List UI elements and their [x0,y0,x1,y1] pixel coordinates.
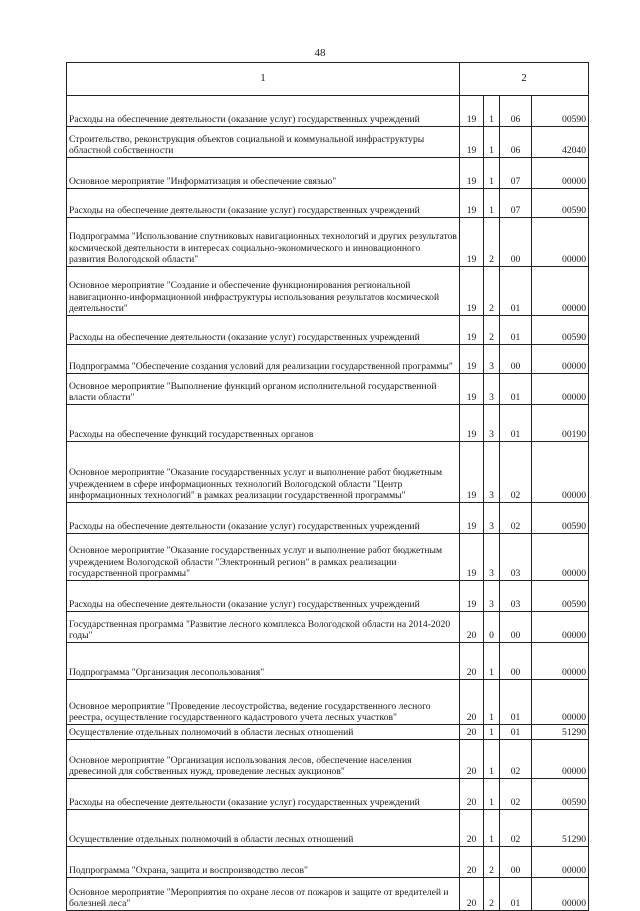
code-subprogram: 1 [484,680,500,725]
row-description: Строительство, реконструкция объектов социальной и коммунальной инфраструктуры областной собственности [67,127,460,158]
row-description: Расходы на обеспечение деятельности (оказание услуг) государственных учреждений [67,316,460,345]
row-description: Подпрограмма "Обеспечение создания условий для реализации государственной программы" [67,345,460,374]
row-description: Подпрограмма "Использование спутниковых навигационных технологий и других результатов космической деятельности в интересах социально-экономического и инновационного развития Вологодской области" [67,218,460,267]
table-row [67,503,589,534]
code-measure: 01 [500,267,532,316]
code-subprogram: 3 [484,581,500,612]
page-number: 48 [314,47,326,59]
table-row [67,779,589,810]
table-row [67,189,589,218]
code-program: 19 [460,267,484,316]
code-measure: 07 [500,189,532,218]
code-subprogram: 1 [484,189,500,218]
code-direction: 00000 [532,267,589,316]
code-direction: 00590 [532,581,589,612]
code-direction: 00590 [532,189,589,218]
code-program: 20 [460,740,484,779]
code-direction: 00000 [532,534,589,581]
row-description: Осуществление отдельных полномочий в области лесных отношений [67,725,460,740]
code-program: 19 [460,374,484,405]
code-direction: 00000 [532,643,589,680]
table-row [67,847,589,878]
row-description: Расходы на обеспечение деятельности (оказание услуг) государственных учреждений [67,581,460,612]
code-subprogram: 1 [484,725,500,740]
code-direction: 00000 [532,847,589,878]
code-measure: 01 [500,316,532,345]
code-measure: 00 [500,345,532,374]
code-direction: 00000 [532,680,589,725]
table-row [67,680,589,725]
code-direction: 00590 [532,316,589,345]
code-program: 19 [460,316,484,345]
code-measure: 00 [500,218,532,267]
table-row [67,878,589,911]
table-row [67,345,589,374]
table-row [67,316,589,345]
code-direction: 00000 [532,374,589,405]
table-row [67,96,589,127]
code-subprogram: 1 [484,158,500,189]
code-direction: 00000 [532,442,589,503]
code-direction: 00000 [532,218,589,267]
code-program: 19 [460,96,484,127]
column-header-description: 1 [67,63,460,96]
row-description: Расходы на обеспечение деятельности (оказание услуг) государственных учреждений [67,503,460,534]
table-row [67,581,589,612]
code-measure: 01 [500,725,532,740]
table-row [67,810,589,847]
row-description: Расходы на обеспечение деятельности (оказание услуг) государственных учреждений [67,96,460,127]
code-program: 19 [460,189,484,218]
table-row [67,127,589,158]
table-row [67,725,589,740]
code-measure: 02 [500,503,532,534]
code-program: 20 [460,643,484,680]
code-program: 19 [460,581,484,612]
table-row [67,534,589,581]
code-program: 20 [460,878,484,911]
code-measure: 00 [500,612,532,643]
row-description: Расходы на обеспечение деятельности (оказание услуг) государственных учреждений [67,779,460,810]
row-description: Основное мероприятие "Оказание государственных услуг и выполнение работ бюджетным учреждением в сфере информационных технологий Вологодской области "Центр информационных технологий" в рамках реализации государственной программы" [67,442,460,503]
code-direction: 00000 [532,878,589,911]
code-subprogram: 2 [484,316,500,345]
code-subprogram: 1 [484,740,500,779]
table-row [67,740,589,779]
code-direction: 00590 [532,779,589,810]
table-row [67,374,589,405]
code-measure: 06 [500,96,532,127]
code-subprogram: 2 [484,878,500,911]
code-program: 19 [460,158,484,189]
code-subprogram: 3 [484,345,500,374]
code-program: 20 [460,847,484,878]
code-program: 19 [460,218,484,267]
row-description: Основное мероприятие "Проведение лесоустройства, ведение государственного лесного реестра, осуществление государственного кадастрового учета лесных участков" [67,680,460,725]
code-direction: 00190 [532,405,589,442]
table-row [67,267,589,316]
code-program: 20 [460,810,484,847]
code-program: 20 [460,612,484,643]
table-header-row [67,63,589,96]
row-description: Основное мероприятие "Выполнение функций органом исполнительной государственной власти области" [67,374,460,405]
code-measure: 01 [500,878,532,911]
code-measure: 06 [500,127,532,158]
code-direction: 00000 [532,345,589,374]
code-program: 20 [460,680,484,725]
row-description: Подпрограмма "Организация лесопользования" [67,643,460,680]
code-measure: 02 [500,740,532,779]
code-program: 20 [460,725,484,740]
row-description: Расходы на обеспечение функций государственных органов [67,405,460,442]
code-measure: 03 [500,534,532,581]
row-description: Основное мероприятие "Информатизация и обеспечение связью" [67,158,460,189]
code-direction: 42040 [532,127,589,158]
code-subprogram: 2 [484,847,500,878]
code-program: 20 [460,779,484,810]
code-measure: 07 [500,158,532,189]
code-subprogram: 1 [484,810,500,847]
code-program: 19 [460,127,484,158]
code-subprogram: 0 [484,612,500,643]
code-subprogram: 1 [484,127,500,158]
row-description: Подпрограмма "Охрана, защита и воспроизводство лесов" [67,847,460,878]
code-program: 19 [460,442,484,503]
code-measure: 00 [500,847,532,878]
table-row [67,405,589,442]
table-row [67,218,589,267]
code-program: 19 [460,405,484,442]
table-row [67,158,589,189]
code-measure: 01 [500,374,532,405]
code-measure: 02 [500,810,532,847]
code-subprogram: 3 [484,405,500,442]
code-measure: 00 [500,643,532,680]
code-subprogram: 2 [484,267,500,316]
table-row [67,612,589,643]
code-measure: 01 [500,405,532,442]
code-direction: 00000 [532,612,589,643]
code-subprogram: 1 [484,643,500,680]
code-measure: 02 [500,442,532,503]
code-subprogram: 3 [484,442,500,503]
code-subprogram: 3 [484,534,500,581]
code-subprogram: 1 [484,96,500,127]
code-direction: 51290 [532,810,589,847]
code-measure: 02 [500,779,532,810]
code-subprogram: 1 [484,779,500,810]
code-measure: 03 [500,581,532,612]
row-description: Основное мероприятие "Оказание государственных услуг и выполнение работ бюджетным учреждением Вологодской области "Электронный регион" в рамках реализации государственной программы" [67,534,460,581]
code-program: 19 [460,534,484,581]
code-subprogram: 2 [484,218,500,267]
row-description: Расходы на обеспечение деятельности (оказание услуг) государственных учреждений [67,189,460,218]
row-description: Основное мероприятие "Мероприятия по охране лесов от пожаров и защите от вредителей и болезней леса" [67,878,460,911]
code-subprogram: 3 [484,374,500,405]
row-description: Основное мероприятие "Организация использования лесов, обеспечение населения древесиной для собственных нужд, проведение лесных аукционов" [67,740,460,779]
row-description: Основное мероприятие "Создание и обеспечение функционирования региональной навигационно-информационной инфраструктуры использования результатов космической деятельности" [67,267,460,316]
column-header-code: 2 [460,63,589,96]
code-program: 19 [460,345,484,374]
code-program: 19 [460,503,484,534]
code-direction: 00000 [532,740,589,779]
code-direction: 00000 [532,158,589,189]
code-measure: 01 [500,680,532,725]
table-row [67,643,589,680]
code-direction: 00590 [532,503,589,534]
code-subprogram: 3 [484,503,500,534]
row-description: Государственная программа "Развитие лесного комплекса Вологодской области на 2014-2020 годы" [67,612,460,643]
code-direction: 51290 [532,725,589,740]
row-description: Осуществление отдельных полномочий в области лесных отношений [67,810,460,847]
budget-classification-table [66,62,589,911]
table-row [67,442,589,503]
code-direction: 00590 [532,96,589,127]
